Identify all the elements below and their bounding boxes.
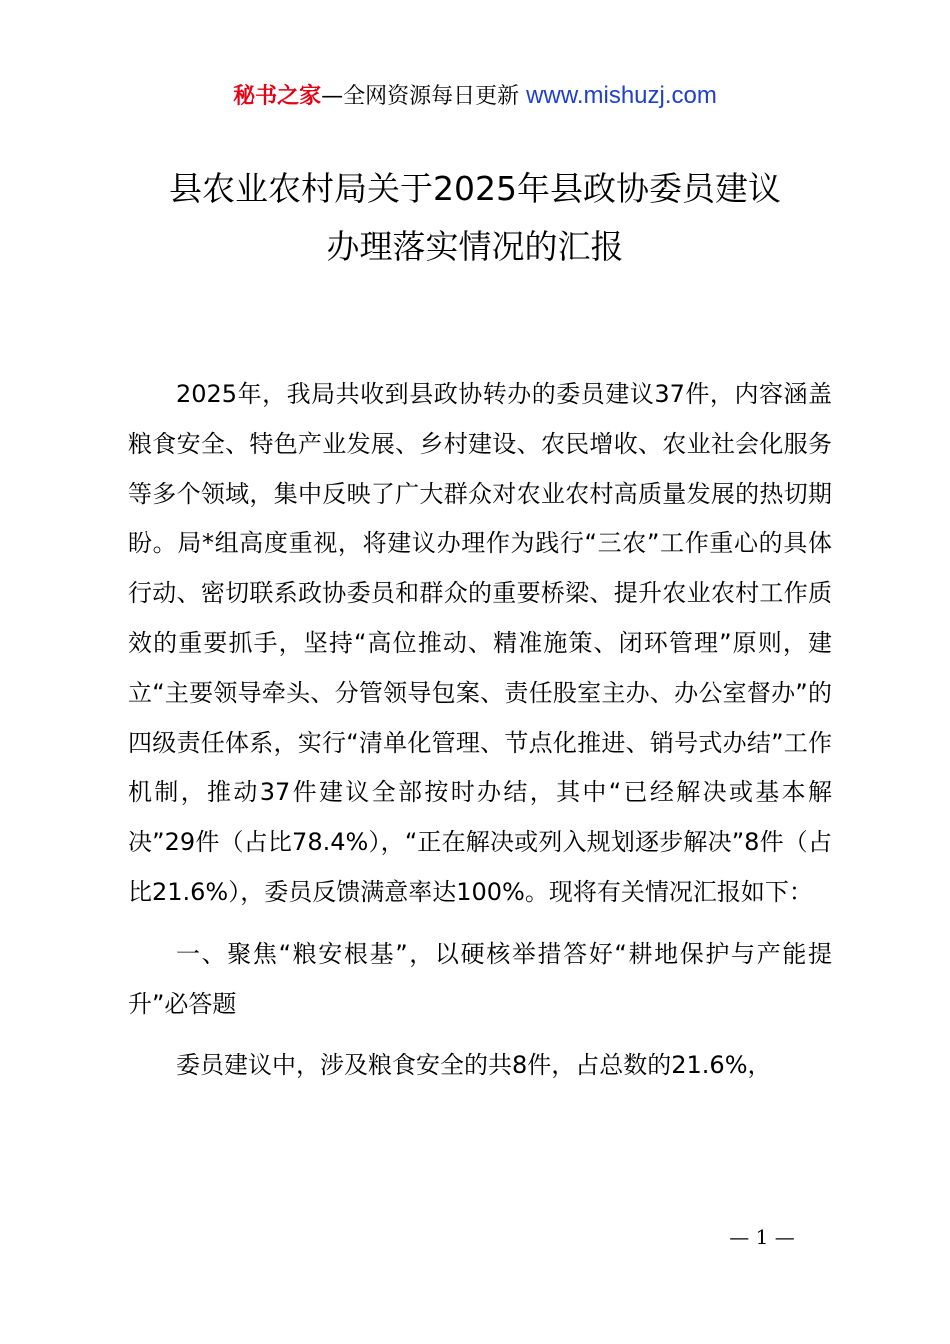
site-brand: 秘书之家 — [233, 84, 322, 109]
section-heading-1: 一、聚焦“粮安根基”，以硬核举措答好“耕地保护与产能提升”必答题 — [128, 939, 832, 1018]
body-paragraph-section-1: 委员建议中，涉及粮食安全的共8件，占总数的21.6%， — [176, 1051, 772, 1080]
document-body — [128, 370, 832, 1091]
document-title-line-2: 办理落实情况的汇报 — [326, 227, 624, 266]
body-paragraph-intro: 2025年，我局共收到县政协转办的委员建议37件，内容涵盖粮食安全、特色产业发展、乡村建设、农民增收、农业社会化服务等多个领域，集中反映了广大群众对农业农村高质量发展的热切期盼。局*组高度重视，将建议办理作为践行“三农”工作重心的具体行动、密切联系政协委员和群众的重要桥梁、提升农业农村工作质效的重要抓手，坚持“高位推动、精准施策、闭环管理”原则，建立“主要领导牵头、分管领导包案、责任股室主办、办公室督办”的四级责任体系，实行“清单化管理、节点化推进、销号式办结”工作机制，推动37件建议全部按时办结，其中“已经解决或基本解决”29件（占比78.4%），“正在解决或列入规划逐步解决”8件（占比21.6%），委员反馈满意率达100%。现将有关情况汇报如下： — [128, 380, 832, 906]
document-title-line-1: 县农业农村局关于2025年县政协委员建议 — [169, 169, 781, 208]
site-url-link[interactable]: www.mishuzj.com — [526, 82, 717, 109]
site-header — [0, 80, 950, 113]
site-tagline: —全网资源每日更新 — [321, 84, 527, 109]
page-number: — 1 — — [729, 1225, 795, 1249]
document-title — [60, 160, 890, 276]
